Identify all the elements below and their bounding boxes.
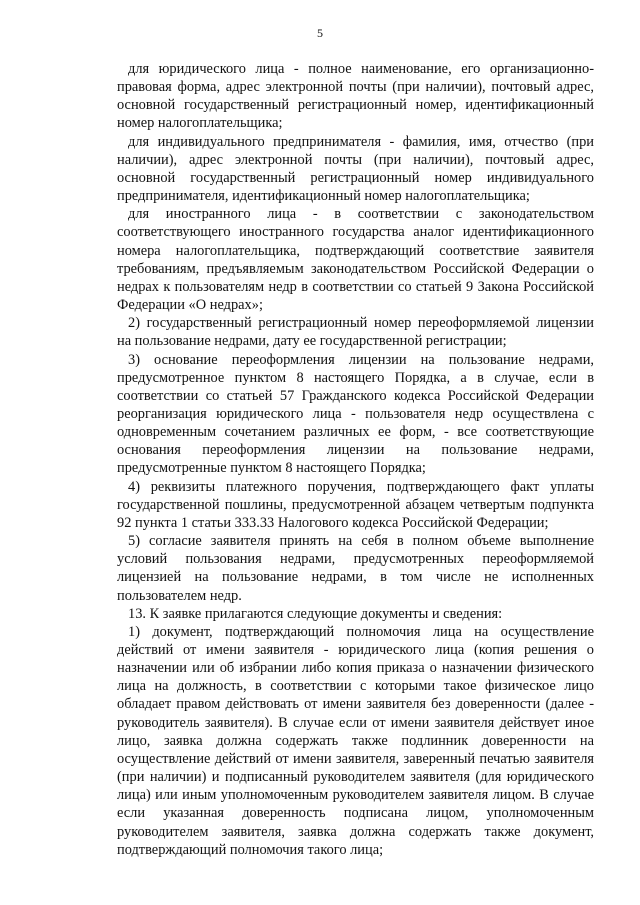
- paragraph-item-5: 5) согласие заявителя принять на себя в полном объеме выполнение условий пользования недрами, предусмотренных переоформляемой лицензией на пользование недрами, в том числе не исполненных пользователем недр.: [117, 533, 594, 604]
- paragraph-item-3: 3) основание переоформления лицензии на пользование недрами, предусмотренное пунктом 8 настоящего Порядка, а в случае, если в соответствии со статьей 57 Гражданского кодекса Российской Федерации реорганизация юридического лица - пользователя недр осуществлена с одновременным сочетанием различных ее форм, - все соответствующие основания переоформления лицензии на пользование недрами, предусмотренные пунктом 8 настоящего Порядка;: [117, 351, 594, 477]
- paragraph-item-4: 4) реквизиты платежного поручения, подтверждающего факт уплаты государственной пошлины, предусмотренной абзацем четвертым подпункта 92 пункта 1 статьи 333.33 Налогового кодекса Российской Федерации;: [117, 478, 594, 531]
- paragraph-foreign-person: для иностранного лица - в соответствии с законодательством соответствующего иностранного государства аналог идентификационного номера налогоплательщика, подтверждающий соответствие заявителя требованиям, предъявляемым законодательством Российской Федерации о недрах к пользователям недр в соответствии со статьей 9 Закона Российской Федерации «О недрах»;: [117, 206, 594, 314]
- paragraph-legal-entity: для юридического лица - полное наименование, его организационно-правовая форма, адрес электронной почты (при наличии), почтовый адрес, основной государственный регистрационный номер, идентификационный номер налогоплательщика;: [117, 61, 594, 132]
- paragraph-individual-entrepreneur: для индивидуального предпринимателя - фамилия, имя, отчество (при наличии), адрес электронной почты (при наличии), почтовый адрес, основной государственный регистрационный номер индивидуального предпринимателя, идентификационный номер налогоплательщика;: [117, 133, 594, 205]
- page-number: 5: [317, 26, 323, 40]
- paragraph-section-13: 13. К заявке прилагаются следующие документы и сведения:: [128, 605, 503, 622]
- paragraph-item-2: 2) государственный регистрационный номер переоформляемой лицензии на пользование недрами, дату ее государственной регистрации;: [117, 315, 594, 350]
- paragraph-section-13-item-1: 1) документ, подтверждающий полномочия лица на осуществление действий от имени заявителя - юридического лица (копия решения о назначении или об избрании либо копия приказа о назначении физического лица на должность, в соответствии с которыми такое физическое лицо обладает правом действовать от имени заявителя без доверенности (далее - руководитель заявителя). В случае если от имени заявителя действует иное лицо, заявка должна содержать также подлинник доверенности на осуществление действий от имени заявителя, заверенный печатью заявителя (при наличии) и подписанный руководителем заявителя (для юридического лица) или иным уполномоченным руководителем заявителя лицом. В случае если указанная доверенность подписана лицом, уполномоченным руководителем заявителя, заявка должна содержать также документ, подтверждающий полномочия такого лица;: [117, 623, 594, 858]
- document-body: [117, 60, 594, 859]
